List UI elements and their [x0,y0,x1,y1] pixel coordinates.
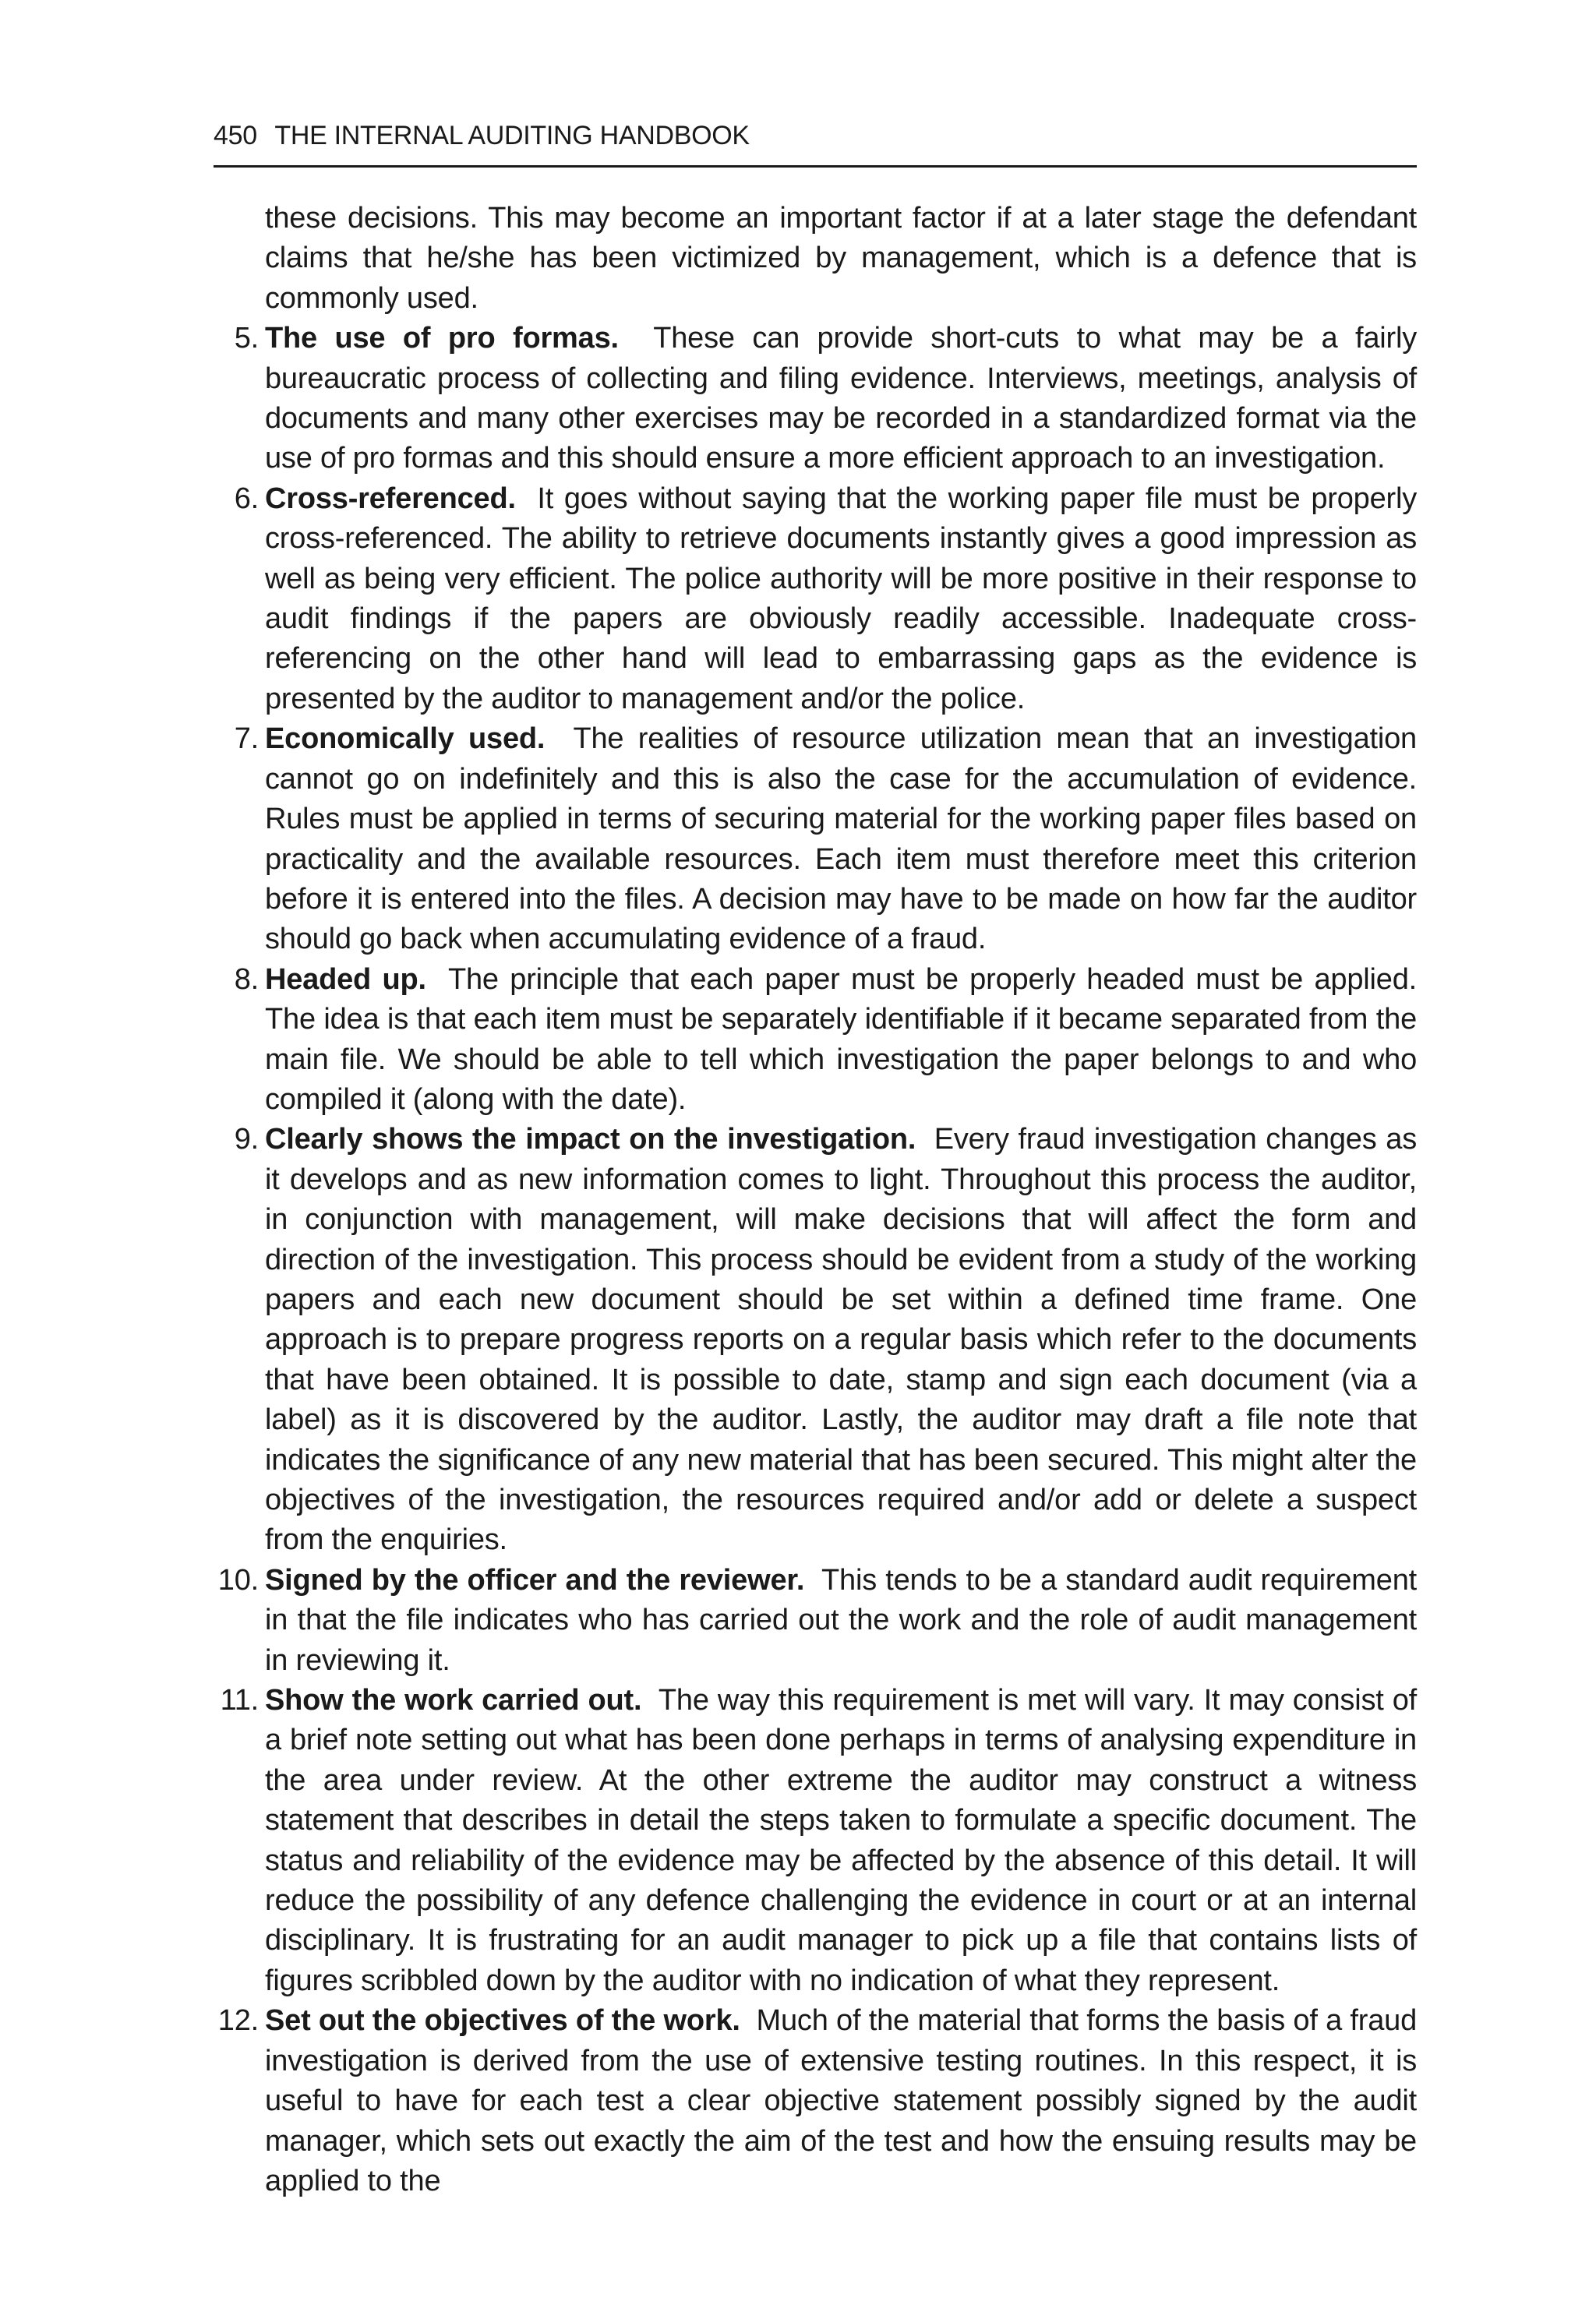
list-item [214,479,1417,719]
list-item [214,2001,1417,2201]
item-text: The realities of resource utilization mean that an investigation cannot go on indefinitely and this is also the case for the accumulation of evidence. Rules must be applied in terms of securing material for the working paper files based on practicality and the available resources. Each item must therefore meet this criterion before it is entered into the files. A decision may have to be made on how far the auditor should go back when accumulating evidence of a fraud. [265,722,1417,956]
item-number: 12. [217,2004,259,2038]
item-number: 8. [234,962,259,996]
header-rule [214,165,1417,168]
list-item [214,1561,1417,1681]
running-title: THE INTERNAL AUDITING HANDBOOK [274,121,750,150]
item-title: Set out the objectives of the work. [265,2004,740,2038]
item-text: It goes without saying that the working paper file must be properly cross-referenced. The ability to retrieve documents instantly gives a good impression as well as being very efficient. The police authority will be more positive in their response to audit findings if the papers are obviously readily accessible. Inadequate cross-referencing on the other hand will lead to embarrassing gaps as the evidence is presented by the auditor to management and/or the police. [265,482,1418,715]
item-title: Cross-referenced. [265,482,516,515]
item-number: 7. [234,722,259,756]
item-number: 9. [234,1123,259,1156]
running-header [214,117,1417,154]
list-item [214,319,1417,479]
item-text: Much of the material that forms the basis of a fraud investigation is derived from the use of extensive testing routines. In this respect, it is useful to have for each test a clear objective statement possibly signed by the audit manager, which sets out exactly the aim of the test and how the ensuing results may be applied to the [265,2004,1418,2197]
item-title: Signed by the officer and the reviewer. [265,1563,805,1597]
item-text: This tends to be a standard audit requirement in that the file indicates who has carried out the work and the role of audit management in reviewing it. [265,1563,1417,1677]
item-title: Headed up. [265,962,426,996]
page-number: 450 [214,121,257,150]
item-number: 10. [217,1563,259,1597]
item-title: The use of pro formas. [265,322,619,355]
list-item [214,1681,1417,2001]
item-text: The way this requirement is met will vary. It may consist of a brief note setting out what has been done perhaps in terms of analysing expenditure in the area under review. At the other extreme the auditor may construct a witness statement that describes in detail the steps taken to formulate a specific document. The status and reliability of the evidence may be affected by the absence of this detail. It will reduce the possibility of any defence challenging the evidence in court or at an internal disciplinary. It is frustrating for an audit manager to pick up a file that contains lists of figures scribbled down by the auditor with no indication of what they represent. [265,1684,1417,1997]
item-text: The principle that each paper must be properly headed must be applied. The idea is that each item must be separately identifiable if it became separated from the main file. We should be able to tell which investigation the paper belongs to and who compiled it (along with the date). [265,962,1418,1116]
item-number: 6. [234,482,259,515]
item-title: Show the work carried out. [265,1684,642,1717]
item-text: Every fraud investigation changes as it develops and as new information comes to light. Throughout this process the auditor, in conjunction with management, will make decisions that will affect the form and direction of the investigation. This process should be evident from a study of the working papers and each new document should be set within a defined time frame. One approach is to prepare progress reports on a regular basis which refer to the documents that have been obtained. It is possible to date, stamp and sign each document (via a label) as it is discovered by the auditor. Lastly, the auditor may draft a file note that indicates the significance of any new material that has been secured. This might alter the objectives of the investigation, the resources required and/or add or delete a suspect from the enquiries. [265,1123,1418,1557]
item-title: Clearly shows the impact on the investigation. [265,1123,916,1156]
item-text: These can provide short-cuts to what may be a fairly bureaucratic process of collecting and filing evidence. Interviews, meetings, analysis of documents and many other exercises may be recorded in a standardized format via the use of pro formas and this should ensure a more efficient approach to an investigation. [265,322,1417,475]
list-item [214,1120,1417,1560]
list-item [214,960,1417,1121]
continuation-paragraph: these decisions. This may become an important factor if at a later stage the defendant claims that he/she has been victimized by management, which is a defence that is commonly used. [265,202,1417,315]
item-number: 11. [220,1684,259,1717]
item-number: 5. [234,322,259,355]
list-item [214,719,1417,959]
item-title: Economically used. [265,722,546,756]
body-text [214,199,1417,2201]
